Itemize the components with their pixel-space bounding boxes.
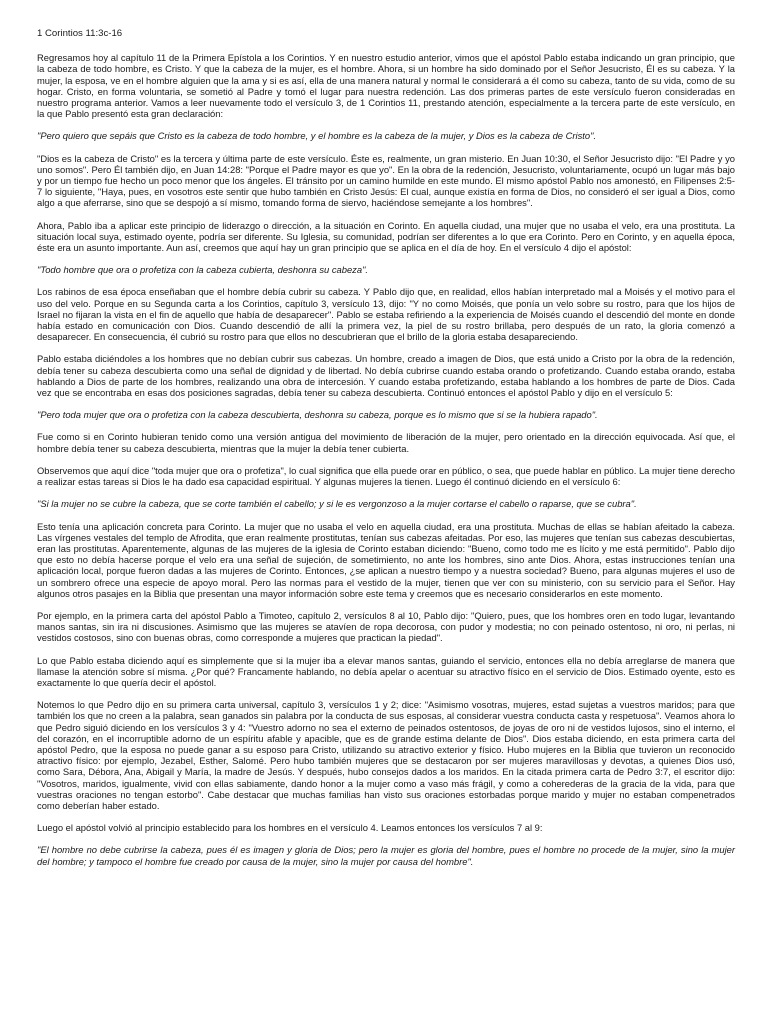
body-paragraph: Ahora, Pablo iba a aplicar este principio de liderazgo o dirección, a la situación en Corinto. En aquella ciudad, una mujer que no usaba el velo, era una prostituta. La situación local suya, estimado oyente, podría ser diferente. Su Iglesia, su comunidad, podrían ser diferentes a lo que era Corinto. Pero en Corinto, y en aquella época, éste era un asunto importante. Aun así, creemos que aquí hay un gran principio que se aplica en el día de hoy. En el versículo 4 dijo el apóstol: xyxy=(37,219,735,254)
scripture-quote: "Pero toda mujer que ora o profetiza con la cabeza descubierta, deshonra su cabeza, porque es lo mismo que si se la hubiera rapado". xyxy=(37,409,598,421)
body-paragraph: Por ejemplo, en la primera carta del apóstol Pablo a Timoteo, capítulo 2, versículos 8 al 10, Pablo dijo: "Quiero, pues, que los hombres oren en todo lugar, levantando manos santas, sin ira ni discusiones. Asimismo que las mujeres se atavíen de ropa decorosa, con pudor y modestia; no con peinado ostentoso, ni oro, ni perlas, ni vestidos costosos, sino con buenas obras, como corresponde a mujeres que practican la piedad". xyxy=(37,609,735,644)
body-paragraph: Notemos lo que Pedro dijo en su primera carta universal, capítulo 3, versículos 1 y 2; dice: "Asimismo vosotras, mujeres, estad sujetas a vuestros maridos; para que también los que no creen a la palabra, sean ganados sin palabra por la conducta de sus esposas, al considerar vuestra conducta casta y respetuosa". Veamos ahora lo que Pedro siguió diciendo en los versículos 3 y 4: "Vuestro adorno no sea el externo de peinados ostentosos, de joyas de oro ni de vestidos lujosos, sino el interno, el del corazón, en el incorruptible adorno de un espíritu afable y apacible, que es de grande estima delante de Dios". Dios estaba diciendo, en esta primera carta del apóstol Pedro, que la esposa no puede ganar a su esposo para Cristo, utilizando su atractivo exterior y físico. Hubo mujeres en la Biblia que tuvieron un reconocido atractivo físico: por ejemplo, Jezabel, Esther, Salomé. Pero hubo también mujeres que se destacaron por ser mujeres maravillosas y devotas, a quienes Dios usó, como Sara, Débora, Ana, Abigail y María, la madre de Jesús. Y después, hubo consejos dados a los maridos. En la citada primera carta de Pedro 3:7, el escritor dijo: "Vosotros, maridos, igualmente, vivid con ellas sabiamente, dando honor a la mujer como a vaso más frágil, y como a coherederas de la gracia de la vida, para que vuestras oraciones no tengan estorbo". Cabe destacar que muchas familias han visto sus oraciones estorbadas porque marido y mujer no estaban compenetrados como deberían haber estado. xyxy=(37,699,735,811)
body-paragraph: Esto tenía una aplicación concreta para Corinto. La mujer que no usaba el velo en aquella ciudad, era una prostituta. Muchas de ellas se habían afeitado la cabeza. Las vírgenes vestales del templo de Afrodita, que eran realmente prostitutas, tenían sus cabezas afeitadas. Por eso, las mujeres que tenían sus cabezas descubiertas, eran las prostitutas. Aparentemente, algunas de las mujeres de la iglesia de Corinto estaban diciendo: "Bueno, como todo me es lícito y me está permitido". Pablo dijo que esto no debía hacerse porque el velo era una señal de sujeción, de sometimiento, no ante los hombres, sino ante Dios. Ahora, estas instrucciones tenían una aplicación local, porque fueron dadas a las mujeres de Corinto. Entonces, ¿se aplican a nuestro tiempo y a nuestra sociedad? Bueno, para algunas mujeres el uso de un sombrero ofrece una especie de apoyo moral. Pero las normas para el vestido de la mujer, tienen que ver con su ministerio, con su servicio para el Señor. Hay algunos otros pasajes en la Biblia que presentan una mayor información sobre este tema y creemos que es necesario considerarlos en este momento. xyxy=(37,520,735,599)
body-paragraph: "Dios es la cabeza de Cristo" es la tercera y última parte de este versículo. Éste es, realmente, un gran misterio. En Juan 10:30, el Señor Jesucristo dijo: "El Padre y yo uno somos". Pero Él también dijo, en Juan 14:28: "Porque el Padre mayor es que yo". En la obra de la redención, Jesucristo, voluntariamente, ocupó un lugar más bajo y por un tiempo fue hecho un poco menor que los ángeles. El tránsito por un camino humilde en este mundo. El mismo apóstol Pablo nos amonestó, en Filipenses 2:5-7 lo siguiente, "Haya, pues, en vosotros este sentir que hubo también en Cristo Jesús: El cual, aunque existía en forma de Dios, no consideró el ser igual a Dios, como algo a que aferrarse, sino que se despojó a sí mismo, tomando forma de siervo, haciéndose semejante a los hombres". xyxy=(37,152,735,209)
body-paragraph: Luego el apóstol volvió al principio establecido para los hombres en el versículo 4. Leamos entonces los versículos 7 al 9: xyxy=(37,822,543,834)
scripture-quote: "Si la mujer no se cubre la cabeza, que se corte también el cabello; y si le es vergonzoso a la mujer cortarse el cabello o raparse, que se cubra". xyxy=(37,498,637,510)
body-paragraph: Fue como si en Corinto hubieran tenido como una versión antigua del movimiento de liberación de la mujer, pero orientado en la dirección equivocada. Así que, el hombre debía tener su cabeza descubierta, mientras que la mujer la debía tener cubierta. xyxy=(37,431,735,454)
body-paragraph: Pablo estaba diciéndoles a los hombres que no debían cubrir sus cabezas. Un hombre, creado a imagen de Dios, que está unido a Cristo por la obra de la redención, debía tener su cabeza descubierta como una señal de dignidad y de libertad. No debía cubrirse cuando estaba orando o profetizando. Cuando estaba orando, estaba hablando a Dios de parte de los hombres, realizando una obra de intercesión. Y cuando estaba profetizando, estaba hablando a los hombres de parte de Dios. Cada vez que se encontraba en esas dos posiciones sagradas, debía tener su cabeza descubierta. Continuó entonces el apóstol Pablo y dijo en el versículo 5: xyxy=(37,353,735,399)
body-paragraph: Los rabinos de esa época enseñaban que el hombre debía cubrir su cabeza. Y Pablo dijo que, en realidad, ellos habían interpretado mal a Moisés y el motivo para el uso del velo. Porque en su Segunda carta a los Corintios, capítulo 3, versículo 13, dijo: "Y no como Moisés, que ponía un velo sobre su rostro, para que los hijos de Israel no fijaran la vista en el fin de aquello que había de desaparecer". Pablo se estaba refiriendo a la experiencia de Moisés cuando el descendió del monte en donde había estado en comunicación con Dios. Cuando descendió de allí la primera vez, la piel de su rostro brillaba, pero después de un rato, la gloria comenzó a desaparecer. En consecuencia, él cubrió su rostro para que ellos no descubrieran que el brillo de la gloria estaba desapareciendo. xyxy=(37,286,735,343)
scripture-quote: "Pero quiero que sepáis que Cristo es la cabeza de todo hombre, y el hombre es la cabeza de la mujer, y Dios es la cabeza de Cristo". xyxy=(37,130,597,142)
scripture-quote: "El hombre no debe cubrirse la cabeza, pues él es imagen y gloria de Dios; pero la mujer es gloria del hombre, pues el hombre no procede de la mujer, sino la mujer del hombre; y tampoco el hombre fue creado por causa de la mujer, sino la mujer por causa del hombre". xyxy=(37,844,735,867)
body-paragraph: Regresamos hoy al capítulo 11 de la Primera Epístola a los Corintios. Y en nuestro estudio anterior, vimos que el apóstol Pablo estaba indicando un gran principio, que la cabeza de todo hombre, es Cristo. Y que la cabeza de la mujer, es el hombre. Ahora, si un hombre ha sido dominado por el Señor Jesucristo, Él es su cabeza. Y la mujer, la esposa, ve en el hombre alguien que la ama y si es así, ella de una manera natural y normal le considerará a él como su cabeza, tanto de su vida, como de su hogar. Cristo, en forma voluntaria, se sometió al Padre y tomó el lugar para nuestra redención. Las dos primeras partes de este versículo fueron consideradas en nuestro programa anterior. Vamos a leer nuevamente todo el versículo 3, de 1 Corintios 11, prestando atención, especialmente a la tercera parte de este versículo, en la que Pablo presentó esta gran declaración: xyxy=(37,52,735,120)
document-body xyxy=(37,52,735,867)
document-title: 1 Corintios 11:3c-16 xyxy=(37,28,123,39)
body-paragraph: Lo que Pablo estaba diciendo aquí es simplemente que si la mujer iba a elevar manos santas, guiando el servicio, entonces ella no debía arreglarse de manera que llamase la atención sobre sí misma. ¿Por qué? Francamente hablando, no debía apelar o acentuar su atractivo físico en el servicio de Dios. Estimado oyente, esto es exactamente lo que quería decir el apóstol. xyxy=(37,654,735,688)
body-paragraph: Observemos que aquí dice "toda mujer que ora o profetiza", lo cual significa que ella puede orar en público, o sea, que puede hablar en público. La mujer tiene derecho a realizar estas tareas si Dios le ha dado esa capacidad espiritual. Y algunas mujeres la tienen. Luego él continuó diciendo en el versículo 6: xyxy=(37,464,735,488)
scripture-quote: "Todo hombre que ora o profetiza con la cabeza cubierta, deshonra su cabeza". xyxy=(37,264,368,276)
